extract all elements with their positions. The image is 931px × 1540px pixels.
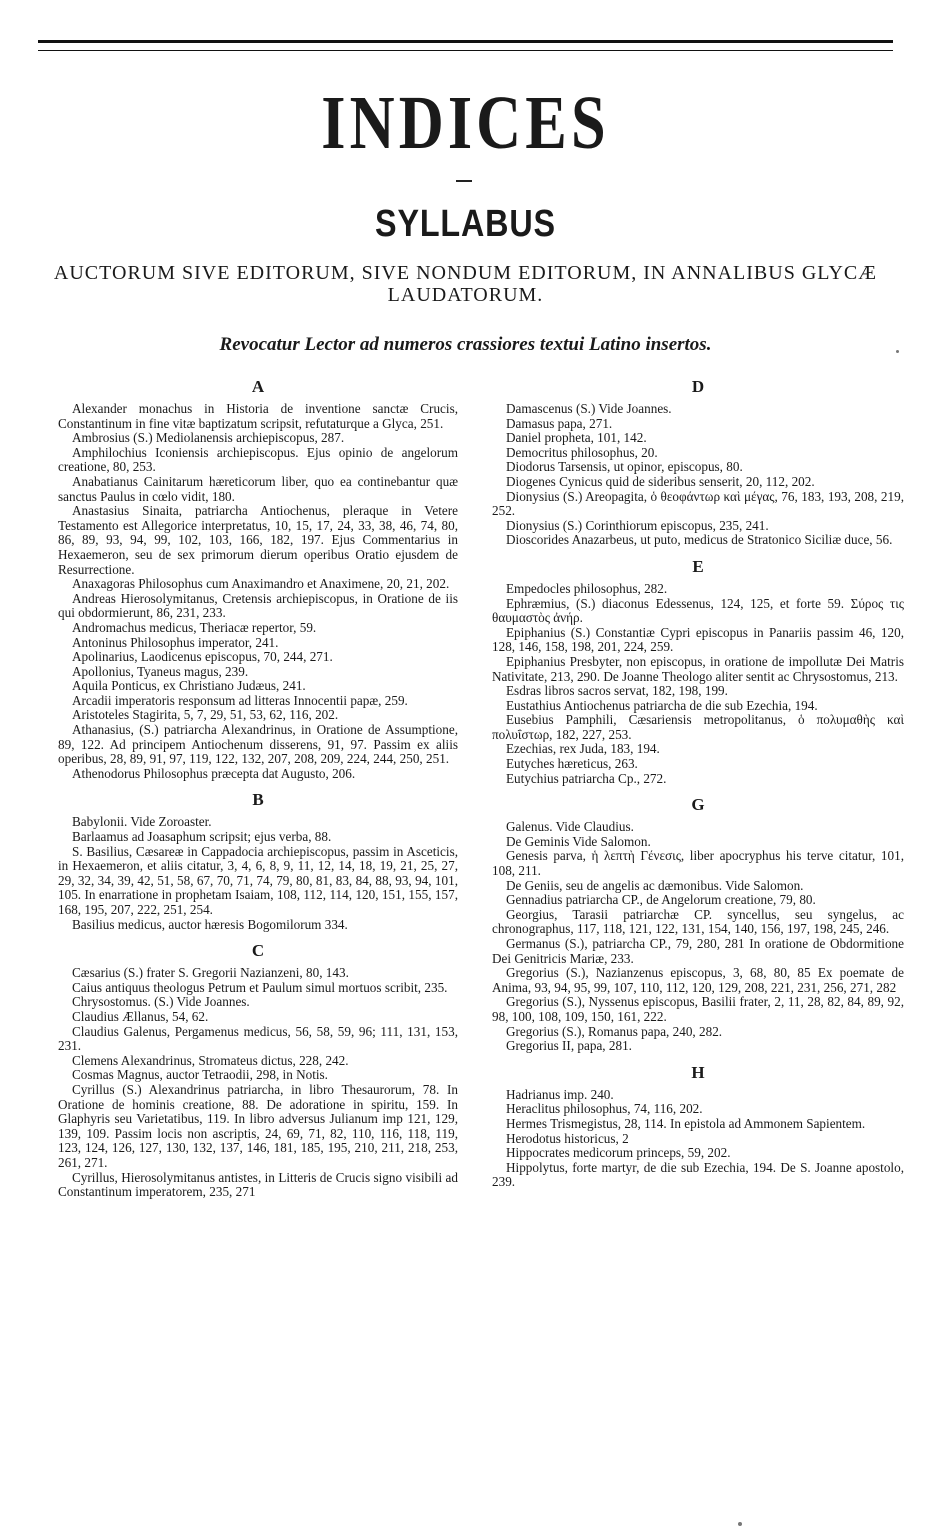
index-entry: Germanus (S.), patriarcha CP., 79, 280, 281 In oratione de Obdormitione Dei Genitricis Mariæ, 233.	[492, 936, 904, 966]
index-entry: Dioscorides Anazarbeus, ut puto, medicus de Stratonico Siciliæ duce, 56.	[506, 532, 893, 548]
index-entry: Caius antiquus theologus Petrum et Paulum simul mortuos scribit, 235.	[72, 979, 448, 995]
page-subtitle: SYLLABUS	[375, 203, 556, 245]
reader-notice: Revocatur Lector ad numeros crassiores textui Latino insertos.	[219, 334, 712, 355]
right-column	[492, 372, 904, 1190]
index-entry: De Geniis, seu de angelis ac dæmonibus. Vide Salomon.	[506, 877, 804, 893]
index-entry: Gregorius (S.), Nazianzenus episcopus, 3, 68, 80, 85 Ex poemate de Anima, 93, 94, 95, 99, 107, 110, 112, 120, 129, 208, 221, 231, 256, 271, 282	[492, 965, 904, 995]
index-entry: Hermes Trismegistus, 28, 114. In epistola ad Ammonem Sapientem.	[506, 1115, 866, 1131]
letter-heading-c: C	[251, 941, 265, 961]
index-entry: Aristoteles Stagirita, 5, 7, 29, 51, 53, 62, 116, 202.	[72, 707, 339, 723]
index-entry: Democritus philosophus, 20.	[506, 444, 658, 460]
index-entry: Apolinarius, Laodicenus episcopus, 70, 244, 271.	[72, 649, 333, 665]
index-entry: Daniel propheta, 101, 142.	[506, 430, 647, 446]
index-entry: Eutychius patriarcha Cp., 272.	[506, 770, 667, 786]
speck-mark	[896, 350, 899, 353]
index-entry: Galenus. Vide Claudius.	[506, 819, 634, 835]
entries-a	[58, 402, 458, 781]
top-rule	[38, 40, 893, 51]
letter-heading-d: D	[691, 377, 705, 396]
index-entry: Alexander monachus in Historia de inventione sanctæ Crucis, Constantinum in fine vitæ baptizatum scripsit, refutaturque a Glyca, 251.	[58, 401, 458, 431]
speck-mark	[738, 1522, 742, 1526]
index-entry: Epiphanius (S.) Constantiæ Cypri episcopus in Panariis passim 46, 120, 128, 146, 158, 198, 201, 224, 259.	[492, 624, 904, 655]
index-entry: Aquila Ponticus, ex Christiano Judæus, 241.	[72, 678, 306, 694]
letter-heading-a: A	[251, 377, 265, 396]
index-entry: Damascenus (S.) Vide Joannes.	[506, 401, 672, 416]
index-entry: Athanasius, (S.) patriarcha Alexandrinus, in Oratione de Assumptione, 89, 122. Ad principem Antiochenum disserens, 91, 97. Passim ex aliis operibus, 28, 89, 91, 97, 119, 122, 132, 207, 208, 209, 224, 244, 250, 251.	[58, 722, 458, 767]
entries-d	[492, 402, 904, 548]
entries-b	[58, 815, 458, 932]
index-entry: Eutyches hæreticus, 263.	[506, 756, 638, 772]
index-entry: Cyrillus (S.) Alexandrinus patriarcha, in libro Thesaurorum, 78. In Oratione de hominis creatione, 88. De adoratione in spiritu, 159. In Glaphyris seu Varietatibus, 119. In libro adversus Julianum imp 121, 129, 139, 109. Passim locis non ascriptis, 24, 69, 71, 82, 110, 116, 118, 119, 123, 124, 126, 127, 130, 132, 137, 146, 181, 185, 195, 210, 211, 218, 253, 261, 271.	[58, 1081, 458, 1170]
index-entry: Clemens Alexandrinus, Stromateus dictus, 228, 242.	[72, 1052, 349, 1068]
index-entry: Dionysius (S.) Corinthiorum episcopus, 235, 241.	[506, 517, 769, 533]
entries-c	[58, 966, 458, 1200]
index-entry: Herodotus historicus, 2	[506, 1130, 629, 1146]
index-entry: Chrysostomus. (S.) Vide Joannes.	[72, 994, 250, 1010]
section-heading: AUCTORUM SIVE EDITORUM, SIVE NONDUM EDITORUM, IN ANNALIBUS GLYCÆ LAUDATORUM.	[53, 262, 878, 306]
index-entry: Hadrianus imp. 240.	[506, 1086, 614, 1102]
index-entry: Dionysius (S.) Areopagita, ὁ θεοφάντωρ καὶ μέγας, 76, 183, 193, 208, 219, 252.	[492, 488, 904, 519]
index-entry: Apollonius, Tyaneus magus, 239.	[72, 663, 249, 679]
index-entry: Eusebius Pamphili, Cæsariensis metropolitanus, ὁ πολυμαθὴς καὶ πολυΐστωρ, 182, 227, 253.	[492, 712, 904, 742]
index-entry: Amphilochius Iconiensis archiepiscopus. Ejus opinio de angelorum creatione, 80, 253.	[58, 444, 458, 475]
index-entry: Basilius medicus, auctor hæresis Bogomilorum 334.	[72, 916, 348, 932]
index-entry: Claudius Galenus, Pergamenus medicus, 56, 58, 59, 96; 111, 131, 153, 231.	[58, 1023, 458, 1054]
entries-e	[492, 582, 904, 786]
index-entry: Anastasius Sinaita, patriarcha Antiochenus, pleraque in Vetere Testamento est Allegorice interpretatus, 10, 15, 17, 24, 33, 38, 46, 74, 80, 86, 89, 93, 94, 99, 102, 103, 166, 182, 197. Ejus Commentarius in Hexaemeron, seu de sex primorum dierum operibus Oratio ejusdem de Resurrectione.	[58, 503, 458, 577]
letter-heading-e: E	[692, 556, 704, 576]
title-dash	[456, 180, 472, 182]
index-entry: Cosmas Magnus, auctor Tetraodii, 298, in Notis.	[72, 1067, 328, 1083]
index-entry: Gregorius (S.), Nyssenus episcopus, Basilii frater, 2, 11, 28, 82, 84, 89, 92, 98, 100, 108, 109, 150, 161, 222.	[492, 994, 904, 1024]
index-entry: Genesis parva, ἡ λεπτὴ Γένεσις, liber apocryphus his terve citatur, 101, 108, 211.	[492, 848, 904, 879]
entries-g	[492, 820, 904, 1054]
index-entry: Athenodorus Philosophus præcepta dat Augusto, 206.	[72, 765, 356, 781]
index-entry: Gennadius patriarcha CP., de Angelorum creatione, 79, 80.	[506, 892, 816, 908]
index-entry: Diogenes Cynicus quid de sideribus senserit, 20, 112, 202.	[506, 473, 815, 489]
letter-heading-b: B	[252, 790, 264, 810]
index-entry: Damasus papa, 271.	[506, 415, 613, 431]
index-entry: Epiphanius Presbyter, non episcopus, in oratione de impollutæ Dei Matris Nativitate, 213, 290. De Joanne Theologo aliter sentit ac Chrysostomus, 213.	[492, 653, 904, 684]
index-entry: Anabatianus Cainitarum hæreticorum liber, quo ea continebantur quæ sanctus Paulus in cœlo vidit, 180.	[58, 473, 458, 504]
index-entry: Cæsarius (S.) frater S. Gregorii Nazianzeni, 80, 143.	[72, 965, 349, 981]
index-entry: Cyrillus, Hierosolymitanus antistes, in Litteris de Crucis signo visibili ad Constantinum imperatorem, 235, 271	[58, 1169, 458, 1200]
index-entry: Gregorius II, papa, 281.	[506, 1038, 632, 1054]
index-entry: Babylonii. Vide Zoroaster.	[72, 814, 212, 830]
index-entry: Hippocrates medicorum princeps, 59, 202.	[506, 1145, 731, 1161]
index-entry: Empedocles philosophus, 282.	[506, 580, 668, 596]
index-entry: Ambrosius (S.) Mediolanensis archiepiscopus, 287.	[72, 430, 345, 446]
page-title: INDICES	[321, 81, 610, 165]
index-entry: Ephræmius, (S.) diaconus Edessenus, 124, 125, et forte 59. Σύρος τις θαυμαστὸς ἀνήρ.	[492, 595, 904, 626]
index-entry: Antoninus Philosophus imperator, 241.	[72, 634, 279, 650]
index-entry: Esdras libros sacros servat, 182, 198, 199.	[506, 683, 728, 699]
letter-heading-g: G	[691, 795, 705, 815]
letter-heading-h: H	[691, 1062, 705, 1082]
index-entry: Hippolytus, forte martyr, de die sub Ezechia, 194. De S. Joanne apostolo, 239.	[492, 1159, 904, 1190]
index-entry: Georgius, Tarasii patriarchæ CP. syncellus, seu syngelus, ac chronographus, 117, 118, 121, 122, 131, 154, 140, 156, 197, 198, 245, 246.	[492, 906, 904, 937]
index-entry: Andromachus medicus, Theriacæ repertor, 59.	[72, 619, 317, 635]
index-entry: Arcadii imperatoris responsum ad litteras Innocentii papæ, 259.	[72, 692, 408, 708]
index-entry: Barlaamus ad Joasaphum scripsit; ejus verba, 88.	[72, 829, 332, 845]
index-entry: De Geminis Vide Salomon.	[506, 833, 651, 849]
index-entry: Andreas Hierosolymitanus, Cretensis archiepiscopus, in Oratione de iis qui obdormierunt, 86, 231, 233.	[58, 590, 458, 621]
index-entry: Ezechias, rex Juda, 183, 194.	[506, 741, 660, 757]
index-entry: S. Basilius, Cæsareæ in Cappadocia archiepiscopus, passim in Asceticis, in Hexaemeron, et aliis citatur, 3, 4, 6, 8, 9, 11, 12, 14, 18, 19, 21, 25, 27, 29, 32, 34, 39, 42, 51, 58, 67, 70, 71, 74, 79, 80, 81, 83, 84, 88, 93, 94, 101, 105. In enarratione in prophetam Isaiam, 108, 112, 114, 120, 151, 155, 157, 168, 195, 207, 222, 251, 254.	[58, 843, 458, 917]
left-column	[58, 372, 458, 1200]
index-entry: Diodorus Tarsensis, ut opinor, episcopus, 80.	[506, 459, 743, 475]
index-entry: Gregorius (S.), Romanus papa, 240, 282.	[506, 1023, 723, 1039]
index-entry: Eustathius Antiochenus patriarcha de die sub Ezechia, 194.	[506, 697, 818, 713]
index-entry: Anaxagoras Philosophus cum Anaximandro et Anaximene, 20, 21, 202.	[72, 576, 450, 592]
index-entry: Heraclitus philosophus, 74, 116, 202.	[506, 1101, 703, 1117]
entries-h	[492, 1088, 904, 1190]
index-entry: Claudius Ællanus, 54, 62.	[72, 1008, 209, 1024]
